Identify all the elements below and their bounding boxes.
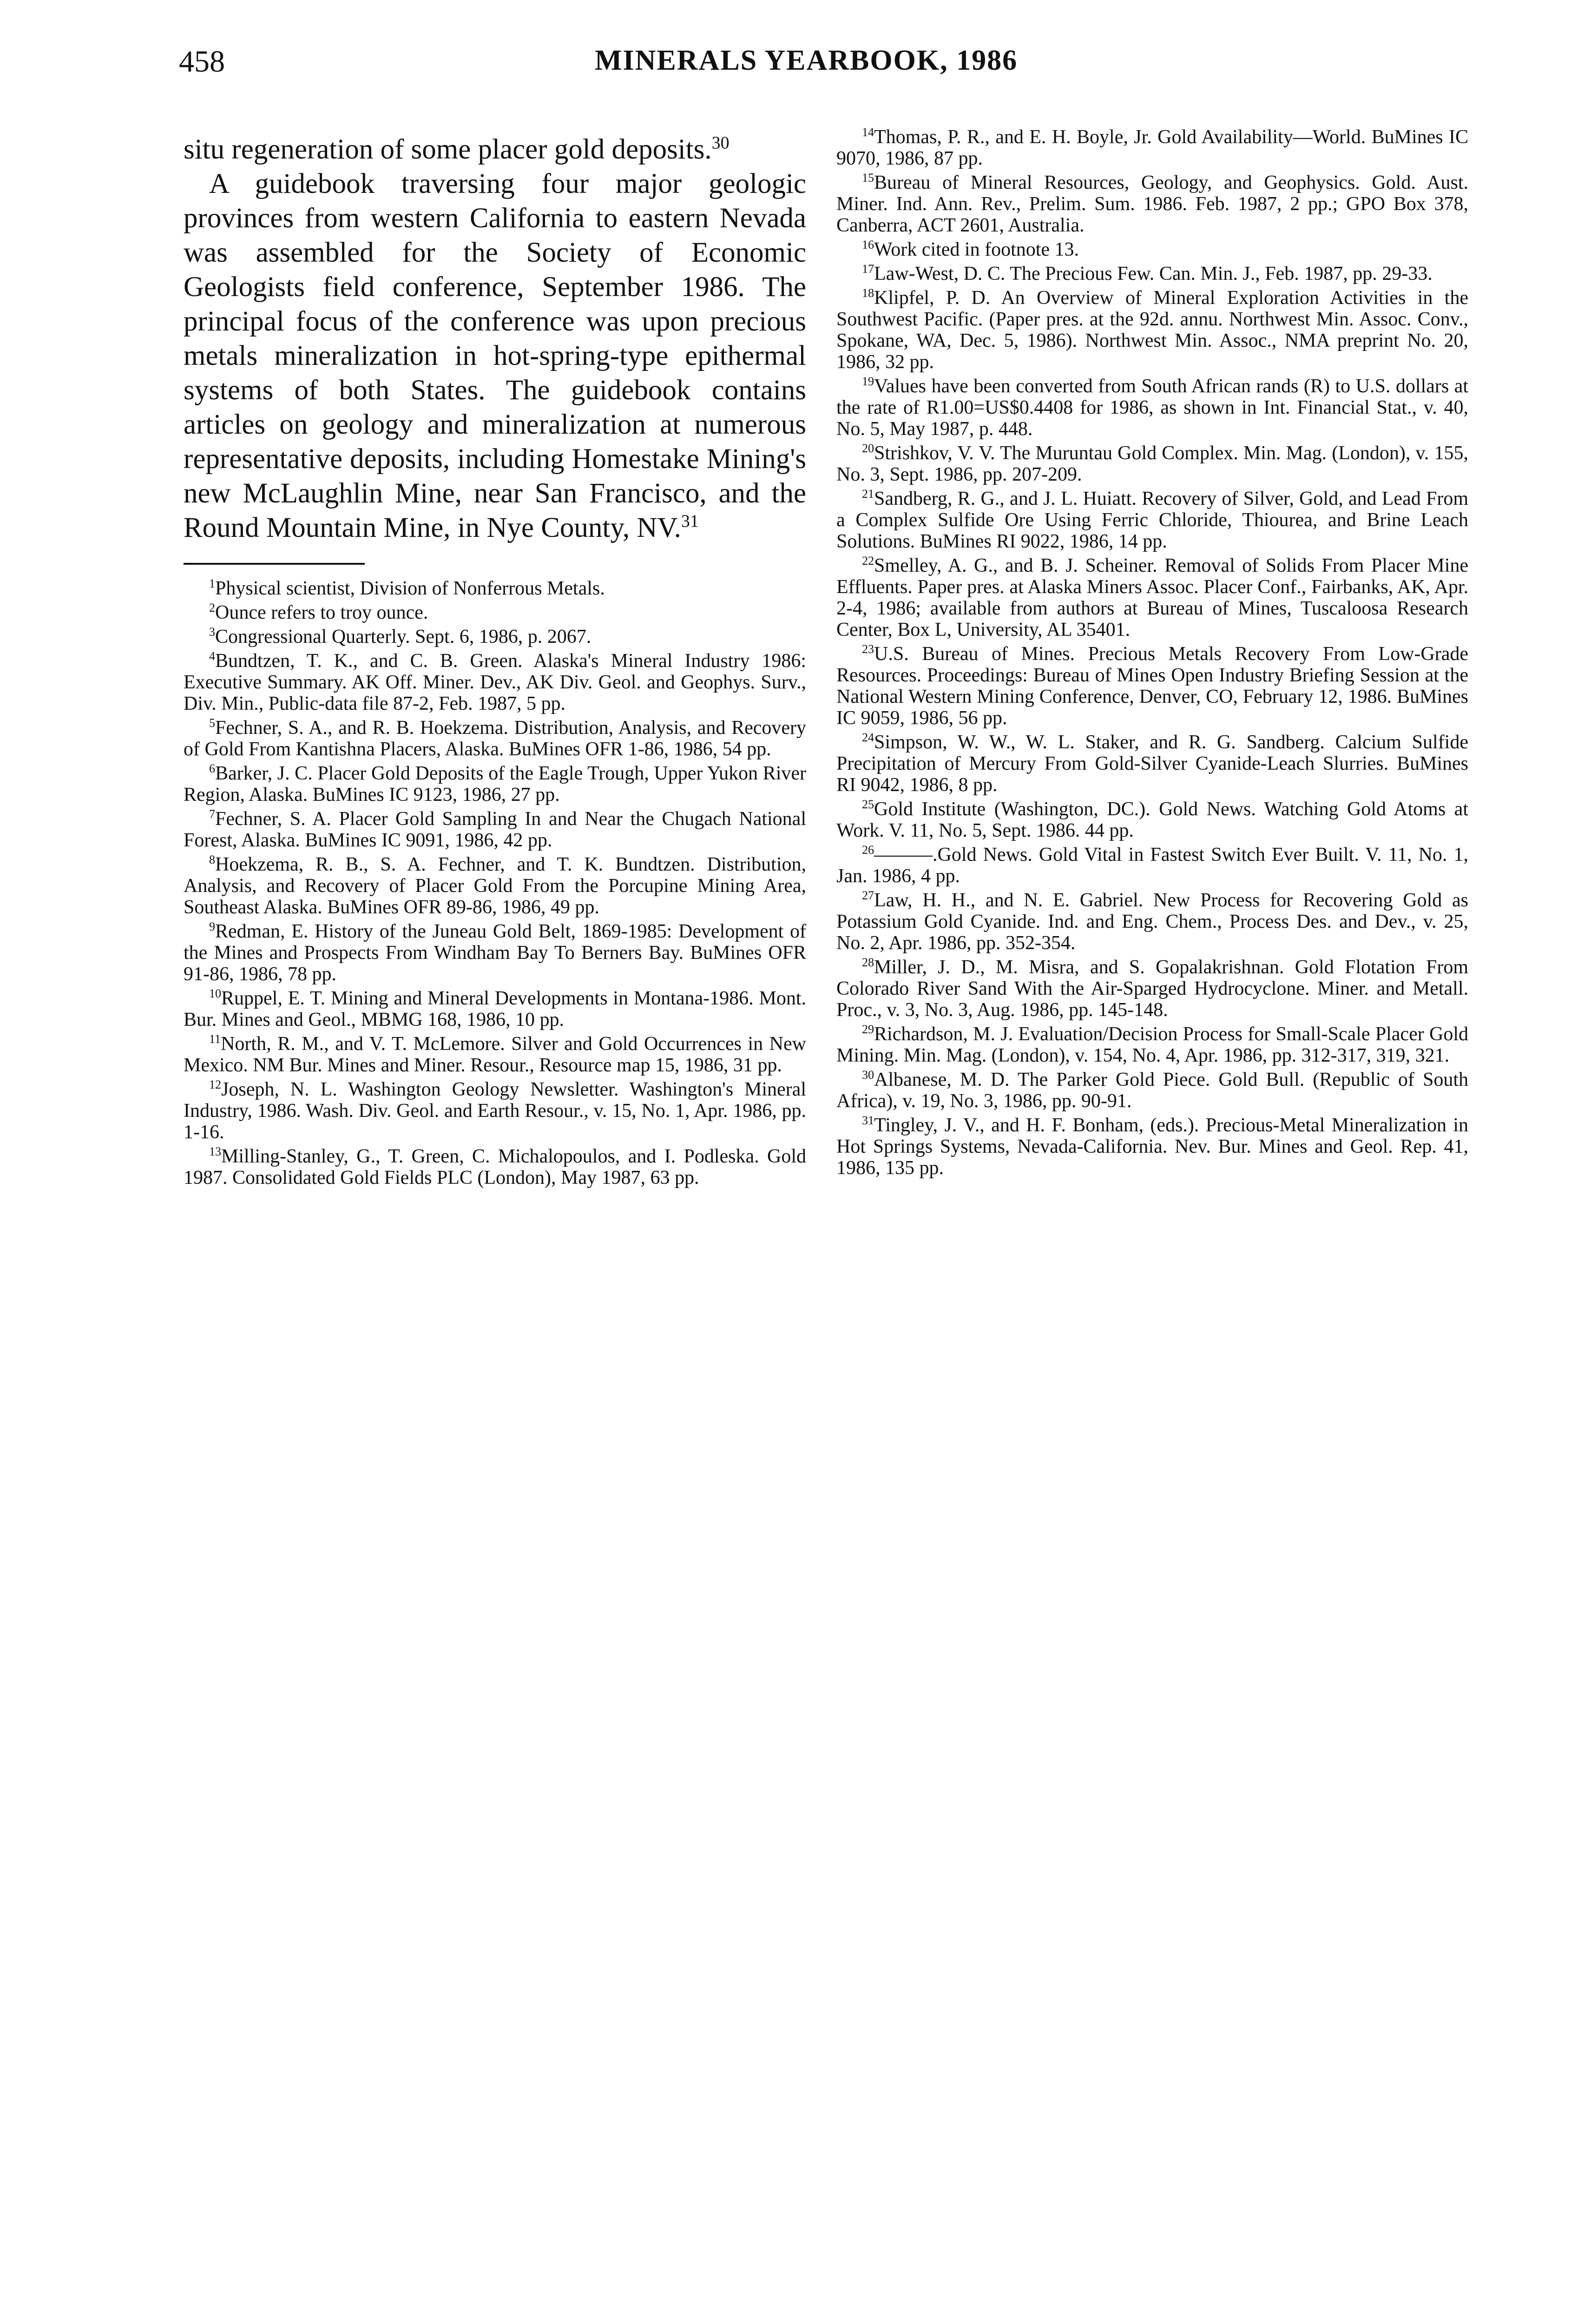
footnote-number: 8 bbox=[209, 853, 216, 866]
footnote bbox=[836, 844, 1468, 887]
footnote-number: 17 bbox=[862, 262, 874, 276]
footnote-text: Joseph, N. L. Washington Geology Newsletter. Washington's Mineral Industry, 1986. Wash. Div. Geol. and Earth Resour., v. 15, No. 1, Apr. 1986, pp. 1-16. bbox=[184, 1079, 806, 1143]
footnote-number: 3 bbox=[209, 625, 216, 639]
footnote-number: 18 bbox=[862, 286, 874, 300]
footnote-text: Bundtzen, T. K., and C. B. Green. Alaska's Mineral Industry 1986: Executive Summary. AK Off. Miner. Dev., AK Div. Geol. and Geophys. Surv., Div. Min., Public-data file 87-2, Feb. 1987, 5 pp. bbox=[184, 650, 806, 714]
footnote bbox=[184, 1146, 806, 1188]
footnote-text: Ounce refers to troy ounce. bbox=[215, 602, 428, 623]
footnote bbox=[836, 890, 1468, 954]
footnote-number: 25 bbox=[862, 798, 874, 811]
footnote-text: ———.Gold News. Gold Vital in Fastest Switch Ever Built. V. 11, No. 1, Jan. 1986, 4 pp. bbox=[836, 844, 1468, 887]
footnote bbox=[184, 1079, 806, 1143]
footnote bbox=[836, 263, 1468, 284]
footnote-text: Sandberg, R. G., and J. L. Huiatt. Recovery of Silver, Gold, and Lead From a Complex Sulfide Ore Using Ferric Chloride, Thiourea, and Brine Leach Solutions. BuMines RI 9022, 1986, 14 pp. bbox=[836, 488, 1468, 552]
footnote-number: 2 bbox=[209, 601, 216, 614]
footnote bbox=[836, 732, 1468, 796]
footnote-text: Work cited in footnote 13. bbox=[874, 239, 1079, 260]
footnote-text: Redman, E. History of the Juneau Gold Belt, 1869-1985: Development of the Mines and Prospects From Windham Bay To Berners Bay. BuMines OFR 91-86, 1986, 78 pp. bbox=[184, 921, 806, 985]
body-paragraph bbox=[184, 132, 806, 167]
page-number: 458 bbox=[179, 45, 225, 79]
footnote bbox=[184, 808, 806, 851]
footnote-number: 5 bbox=[209, 716, 216, 730]
footnote-text: Fechner, S. A., and R. B. Hoekzema. Distribution, Analysis, and Recovery of Gold From Kantishna Placers, Alaska. BuMines OFR 1-86, 1986, 54 pp. bbox=[184, 717, 806, 760]
footnote-text: Values have been converted from South African rands (R) to U.S. dollars at the rate of R1.00=US$0.4408 for 1986, as shown in Int. Financial Stat., v. 40, No. 5, May 1987, p. 448. bbox=[836, 376, 1468, 440]
footnote bbox=[836, 799, 1468, 841]
footnote-text: Simpson, W. W., W. L. Staker, and R. G. Sandberg. Calcium Sulfide Precipitation of Mercury From Gold-Silver Cyanide-Leach Slurries. BuMines RI 9042, 1986, 8 pp. bbox=[836, 732, 1468, 796]
footnote bbox=[184, 1033, 806, 1076]
footnote-divider bbox=[184, 563, 365, 565]
left-column bbox=[184, 132, 806, 1191]
footnote bbox=[836, 126, 1468, 169]
footnote-number: 20 bbox=[862, 442, 874, 455]
footnote bbox=[836, 287, 1468, 373]
footnote-text: Miller, J. D., M. Misra, and S. Gopalakrishnan. Gold Flotation From Colorado River Sand With the Air-Sparged Hydrocyclone. Miner. and Metall. Proc., v. 3, No. 3, Aug. 1986, pp. 145-148. bbox=[836, 957, 1468, 1021]
footnote-number: 10 bbox=[209, 987, 222, 1000]
footnote bbox=[184, 650, 806, 714]
footnote-number: 21 bbox=[862, 487, 874, 501]
footnote-text: Strishkov, V. V. The Muruntau Gold Complex. Min. Mag. (London), v. 155, No. 3, Sept. 1986, pp. 207-209. bbox=[836, 442, 1468, 485]
footnote-number: 26 bbox=[862, 843, 874, 857]
footnotes-right bbox=[836, 126, 1468, 1179]
footnote bbox=[184, 717, 806, 760]
footnote-number: 23 bbox=[862, 642, 874, 656]
footnote-number: 30 bbox=[862, 1068, 874, 1082]
footnote-number: 19 bbox=[862, 375, 874, 388]
footnote-text: Physical scientist, Division of Nonferrous Metals. bbox=[215, 578, 605, 599]
footnote bbox=[836, 957, 1468, 1021]
footnote-text: Tingley, J. V., and H. F. Bonham, (eds.). Precious-Metal Mineralization in Hot Springs Systems, Nevada-California. Nev. Bur. Mines and Geol. Rep. 41, 1986, 135 pp. bbox=[836, 1115, 1468, 1179]
footnote-text: Milling-Stanley, G., T. Green, C. Michalopoulos, and I. Podleska. Gold 1987. Consolidated Gold Fields PLC (London), May 1987, 63 pp. bbox=[184, 1146, 806, 1188]
paragraph-text: situ regeneration of some placer gold deposits. bbox=[184, 134, 712, 165]
paragraph-text: A guidebook traversing four major geologic provinces from western California to eastern Nevada was assembled for the Society of Economic Geologists field conference, September 1986. The principal focus of the conference was upon precious metals mineralization in hot-spring-type epithermal systems of both States. The guidebook contains articles on geology and mineralization at numerous representative deposits, including Homestake Mining's new McLaughlin Mine, near San Francisco, and the Round Mountain Mine, in Nye County, NV. bbox=[184, 168, 806, 543]
footnote bbox=[184, 988, 806, 1030]
footnote-number: 1 bbox=[209, 577, 216, 590]
footnote-text: Barker, J. C. Placer Gold Deposits of the Eagle Trough, Upper Yukon River Region, Alaska. BuMines IC 9123, 1986, 27 pp. bbox=[184, 763, 806, 805]
footnote-text: U.S. Bureau of Mines. Precious Metals Recovery From Low-Grade Resources. Proceedings: Bureau of Mines Open Industry Briefing Session at the National Western Mining Conference, Denver, CO, February 12, 1986. BuMines IC 9059, 1986, 56 pp. bbox=[836, 643, 1468, 729]
footnote-text: Klipfel, P. D. An Overview of Mineral Exploration Activities in the Southwest Pacific. (Paper pres. at the 92d. annu. Northwest Min. Assoc. Conv., Spokane, WA, Dec. 5, 1986). Northwest Min. Assoc., NMA preprint No. 20, 1986, 32 pp. bbox=[836, 287, 1468, 373]
footnote-text: Ruppel, E. T. Mining and Mineral Developments in Montana-1986. Mont. Bur. Mines and Geol., MBMG 168, 1986, 10 pp. bbox=[184, 988, 806, 1030]
footnote-number: 12 bbox=[209, 1078, 222, 1091]
footnote bbox=[836, 1115, 1468, 1179]
footnote bbox=[836, 1069, 1468, 1112]
right-column bbox=[836, 126, 1468, 1182]
footnote bbox=[184, 763, 806, 805]
footnote-number: 11 bbox=[209, 1032, 221, 1046]
footnote-number: 31 bbox=[862, 1114, 874, 1127]
footnote bbox=[184, 854, 806, 918]
footnote bbox=[184, 921, 806, 985]
footnote bbox=[836, 643, 1468, 729]
footnote-text: Congressional Quarterly. Sept. 6, 1986, p. 2067. bbox=[215, 626, 592, 647]
footnote-text: Bureau of Mineral Resources, Geology, and Geophysics. Gold. Aust. Miner. Ind. Ann. Rev., Prelim. Sum. 1986. Feb. 1987, 2 pp.; GPO Box 378, Canberra, ACT 2601, Australia. bbox=[836, 172, 1468, 236]
footnote bbox=[836, 376, 1468, 440]
footnote-number: 28 bbox=[862, 956, 874, 969]
footnote bbox=[184, 626, 806, 647]
footnote bbox=[836, 1023, 1468, 1066]
footnote-number: 6 bbox=[209, 762, 216, 775]
footnote-text: Fechner, S. A. Placer Gold Sampling In and Near the Chugach National Forest, Alaska. BuMines IC 9091, 1986, 42 pp. bbox=[184, 808, 806, 851]
footnote bbox=[836, 488, 1468, 552]
footnote-number: 16 bbox=[862, 238, 874, 251]
footnote bbox=[836, 239, 1468, 260]
footnote-ref: 31 bbox=[681, 511, 699, 531]
footnote-number: 22 bbox=[862, 554, 874, 568]
footnote-text: North, R. M., and V. T. McLemore. Silver and Gold Occurrences in New Mexico. NM Bur. Mines and Miner. Resour., Resource map 15, 1986, 31 pp. bbox=[184, 1033, 806, 1076]
footnote-text: Thomas, P. R., and E. H. Boyle, Jr. Gold Availability—World. BuMines IC 9070, 1986, 87 pp. bbox=[836, 126, 1468, 169]
footnote bbox=[184, 578, 806, 599]
footnote-text: Gold Institute (Washington, DC.). Gold News. Watching Gold Atoms at Work. V. 11, No. 5, Sept. 1986. 44 pp. bbox=[836, 799, 1468, 841]
footnote-number: 15 bbox=[862, 171, 874, 185]
footnote-number: 4 bbox=[209, 649, 216, 663]
page-header bbox=[179, 44, 1466, 86]
footnotes-left bbox=[184, 578, 806, 1188]
footnote bbox=[836, 555, 1468, 640]
footnote-text: Law-West, D. C. The Precious Few. Can. Min. J., Feb. 1987, pp. 29-33. bbox=[874, 263, 1433, 284]
body-paragraph bbox=[184, 167, 806, 545]
footnote-text: Richardson, M. J. Evaluation/Decision Process for Small-Scale Placer Gold Mining. Min. Mag. (London), v. 154, No. 4, Apr. 1986, pp. 312-317, 319, 321. bbox=[836, 1023, 1468, 1066]
footnote-number: 27 bbox=[862, 889, 874, 902]
footnote-text: Hoekzema, R. B., S. A. Fechner, and T. K. Bundtzen. Distribution, Analysis, and Recovery of Placer Gold From the Porcupine Mining Area, Southeast Alaska. BuMines OFR 89-86, 1986, 49 pp. bbox=[184, 854, 806, 918]
footnote bbox=[836, 172, 1468, 236]
footnote-text: Smelley, A. G., and B. J. Scheiner. Removal of Solids From Placer Mine Effluents. Paper pres. at Alaska Miners Assoc. Placer Conf., Fairbanks, AK, Apr. 2-4, 1986; available from authors at Bureau of Mines, Tuscaloosa Research Center, Box L, University, AL 35401. bbox=[836, 555, 1468, 640]
footnote-text: Albanese, M. D. The Parker Gold Piece. Gold Bull. (Republic of South Africa), v. 19, No. 3, 1986, pp. 90-91. bbox=[836, 1069, 1468, 1112]
footnote-number: 7 bbox=[209, 807, 216, 821]
footnote bbox=[836, 442, 1468, 485]
footnote-number: 13 bbox=[209, 1145, 222, 1158]
footnote-text: Law, H. H., and N. E. Gabriel. New Process for Recovering Gold as Potassium Gold Cyanide. Ind. and Eng. Chem., Process Des. and Dev., v. 25, No. 2, Apr. 1986, pp. 352-354. bbox=[836, 890, 1468, 954]
footnote-number: 9 bbox=[209, 920, 216, 933]
footnote bbox=[184, 602, 806, 623]
footnote-number: 24 bbox=[862, 731, 874, 744]
running-title: MINERALS YEARBOOK, 1986 bbox=[595, 45, 1018, 76]
footnote-number: 14 bbox=[862, 125, 874, 139]
footnote-ref: 30 bbox=[711, 133, 730, 153]
footnote-number: 29 bbox=[862, 1023, 874, 1036]
